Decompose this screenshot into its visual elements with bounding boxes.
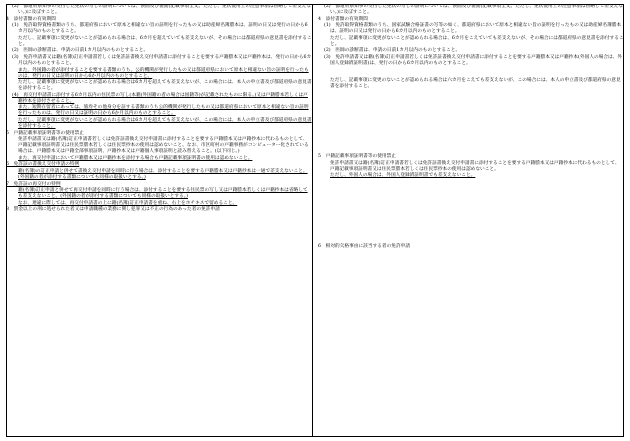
left-paragraph: (2) 医師の診断書は、申請の日前1カ月以内のものとすること。: [12, 48, 149, 54]
comparison-page: [6, 4, 624, 437]
right-paragraph: (1) 免許取得資格書類のうち、国家試験合格証書の写等の如く、都道府県において原本と相違ない旨の証明を行ったもの又は助産婦名簿謄本は、証明の日又は発行の日から6カ月以内のものとすること。: [324, 23, 622, 35]
left-paragraph: 4 添付書類の有効期間: [6, 16, 56, 22]
right-paragraph: 5 戸籍記載事項証明書等の使用禁止: [318, 154, 396, 160]
left-paragraph: (1) 免許取得資格書類のうち、都道府県において原本と相違ない旨の証明を行ったもの又は助産婦名簿謄本は、証明の日又は発行の日から6カ月以内のものとすること。: [12, 23, 308, 35]
spacer: [318, 180, 624, 244]
left-paragraph: 籍(名簿)訂正申請と併せて再交付申請を同時に行う場合は、添付することを要する住民票の写し又は戸籍謄本若しくは戸籍抄本は省略しても差支えないこと。(外国籍の者が添付する書類についても同様の取扱いとする。): [18, 188, 308, 200]
left-paragraph: 8 罰金以上の刑に処せられた者又は申請職種の業務に関し犯罪又は不正の行為のあった者の免許申請: [6, 207, 220, 213]
right-paragraph: 6 相対的欠格事由に該当する者の免許申請: [318, 243, 411, 249]
right-paragraph: ただし、記載事項に変更のないことが認められる場合は六カ月をこえても差支えないが、この場合には、本人の申立書及び都道府県の意見書を添付すること。: [330, 77, 621, 89]
left-paragraph: また、短期在留者にあっては、旅券その他身分を証する書類のうち公的機関が発行したもの又は都道府県において原本と相違ない旨の証明を行ったものは、発行の日又は証明の日から6か月以内のものとすること。: [18, 105, 309, 117]
spacer: [318, 68, 624, 78]
left-paragraph: (4) 再交付申請書に添付する6カ月以内の住民票の写し(本籍(外国籍の者の場合は国籍等)が記載されたものに限る。)又は戸籍謄本若しくは戸籍抄本を添付させること。: [12, 92, 308, 104]
left-paragraph: (3) 免許申請書又は籍(名簿)訂正申請書若しくは免許証書換え交付申請書に添付することを要する戸籍謄本又は戸籍抄本は、発行の日から6カ月以内のものとすること。: [12, 54, 312, 66]
left-paragraph: 5 戸籍記載事項証明書等の使用禁止: [6, 130, 84, 136]
left-paragraph: (2) 都道府県知事の交付した免状の写しの証明については、表面及び裏面(記載事項全文。ただし、免状使用上の注意事項は省略して差支えない。)に及ぼすこと。: [12, 4, 312, 15]
left-paragraph: 籍(名簿)の訂正申請と併せて書換え交付申請を同時に行う場合は、添付することを要する戸籍謄本又は戸籍抄本は一通で差支えないこと。(外国籍の者が添付する書類についても同様の取扱いとする。): [18, 168, 308, 180]
right-paragraph: ただし、外国人の場合は、外国人登録済証明書でも差支えないこと。: [330, 173, 476, 179]
left-paragraph: 7 免許証の再交付の特例: [6, 181, 61, 187]
left-paragraph: なお、連違に際しては、再交付申請書の上に籍(名簿)訂正申請書を重ね、右上をホチキスで留めること。: [18, 200, 238, 206]
right-paragraph: (3) 免許申請書又は籍(名簿)訂正申請書若しくは免許証書換え交付申請書に添付することを要する戸籍謄本又は戸籍抄本(外国人の場合は、外国人登録済証明書)は、発行の日から6カ月以内のものとすること。: [324, 54, 623, 66]
left-column-revised-text: [6, 4, 313, 437]
left-paragraph: ただし、記載事項に変更がないことが認められる場合は6カ月を超えても差支えないが、この場合には、本人の申立書及び都道府県の意見書を添付すること。: [18, 117, 312, 129]
left-paragraph: ただし、記載事項に変更がないことが認められる場合は6カ月を超えても差支えないが、この場合には、本人の申立書及び都道府県の意見書を添付すること。: [18, 80, 312, 92]
left-paragraph: 6 免許証の書換え交付申請の特例: [6, 162, 80, 168]
left-paragraph: 免許申請書又は籍(名簿)訂正申請書若しくは免許証書換え交付申請書に添付することを要する戸籍謄本又は戸籍抄本に代わるものとして、戸籍記載事項証明書又は住民票謄本若しくは住民票抄本の使用は認めないこと。なお、市区町村の戸籍事務がコンピューター化されている場合は、戸籍謄本又は戸籍全部事項証明、戸籍抄本又は戸籍個人事項証明と読み替えること。(以下同じ。): [18, 137, 309, 155]
spacer: [318, 90, 624, 154]
right-paragraph: 免許申請書又は籍(名簿)訂正申請書若しくは免許証書換え交付申請書に添付することを要する戸籍謄本又は戸籍抄本に代わるものとして、戸籍記載事項証明書又は住民票謄本若しくは住民票抄本の使用は認めないこと。: [330, 160, 620, 172]
right-column-original-text: [318, 4, 624, 437]
left-paragraph: また、再交付申請において戸籍謄本又は戸籍抄本を添付する場合も戸籍記載事項証明書の使用は認めないこと。: [18, 155, 253, 161]
right-paragraph: (2) 都道府県知事の交付した免状の写しの証明については、表面及び裏面(記載事項全文。ただし、免状使用上の注意事項は省略して差支えない。)に及ぼすこと。: [324, 4, 624, 15]
right-paragraph: ただし、記載事項に変更がないことが認められる場合は、6カ月をこえていても差支えないが、その場合には都道府県の意見書を添付すること。: [330, 35, 624, 47]
right-paragraph: 4 添付書類の有効期間: [318, 16, 368, 22]
left-paragraph: ただし、記載事項に変更がないことが認められる場合は、6カ月を超えていても差支えないが、その場合には都道府県の意見書を添付すること。: [18, 35, 312, 47]
left-paragraph: また、外国籍の者が添付することを要する書類のうち、公的機関が発行したもの又は都道府県において原本と相違ない旨の証明を行ったものは、発行の日又は証明の日から6か月以内のものとすること。: [18, 67, 309, 79]
right-paragraph: (2) 医師の診断書は、申請の日前1カ月以内のものとすること。: [324, 48, 461, 54]
